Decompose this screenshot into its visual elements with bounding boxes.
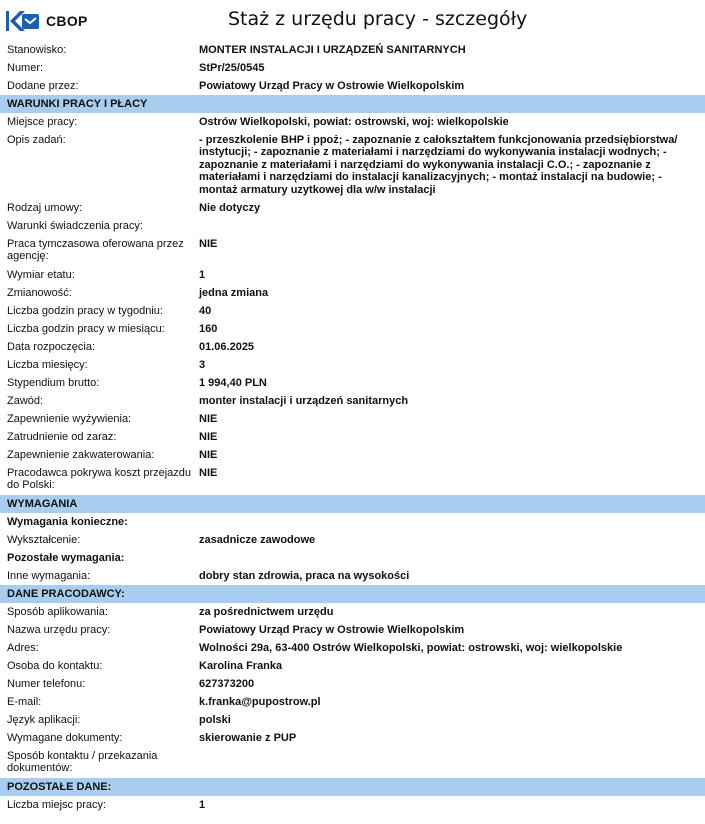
detail-label: Liczba miesięcy: xyxy=(7,358,88,371)
detail-label: Dodane przez: xyxy=(7,79,79,92)
detail-value: NIE xyxy=(199,412,218,425)
detail-row-zatrudnienie-od-zaraz xyxy=(0,428,705,446)
detail-value: - przeszkolenie BHP i ppoż; - zapoznanie z całokształtem funkcjonowania przedsiębiorstwa/ instytucji; - zapoznanie z materiałami i narzędziami do wykonywania instalacji wodnych; - zapoznanie z materiałami i narzędziami do wykonywania instalacji C.O.; - zapoznanie z materiałami i narzędziami do instalacji kanalizacyjnych; - montaż instalacji na budowie; - montaż armatury uzytkowej dla w/w instalacji xyxy=(199,133,678,196)
detail-row-liczba-miejsc xyxy=(0,796,705,814)
detail-value: skierowanie z PUP xyxy=(199,731,297,744)
section-header-wymagania: WYMAGANIA xyxy=(0,495,705,513)
detail-label: Zapewnienie wyżywienia: xyxy=(7,412,132,425)
detail-label: Liczba godzin pracy w tygodniu: xyxy=(7,304,163,317)
detail-value: 40 xyxy=(199,304,212,317)
detail-label: Wymagane dokumenty: xyxy=(7,731,123,744)
detail-row-data-rozpoczecia xyxy=(0,338,705,356)
detail-value: Karolina Franka xyxy=(199,659,283,672)
detail-value: NIE xyxy=(199,430,218,443)
section-header-pracodawca: DANE PRACODAWCY: xyxy=(0,585,705,603)
detail-value: 1 994,40 PLN xyxy=(199,376,267,389)
detail-label: Adres: xyxy=(7,641,39,654)
detail-value: NIE xyxy=(199,237,218,250)
detail-label: Stypendium brutto: xyxy=(7,376,100,389)
detail-label: Miejsce pracy: xyxy=(7,115,78,128)
detail-row-godziny-tydzien xyxy=(0,302,705,320)
page-header xyxy=(0,0,705,40)
detail-value: k.franka@pupostrow.pl xyxy=(199,695,321,708)
detail-row-koszt-przejazdu xyxy=(0,464,705,495)
section-header-warunki: WARUNKI PRACY I PŁACY xyxy=(0,95,705,113)
detail-label: Stanowisko: xyxy=(7,43,67,56)
detail-value xyxy=(199,747,698,750)
detail-value: StPr/25/0545 xyxy=(199,61,265,74)
detail-row-sposob-kontaktu xyxy=(0,747,705,778)
detail-label: Liczba godzin pracy w miesiącu: xyxy=(7,322,165,335)
detail-row-warunki-swiadczenia xyxy=(0,217,705,235)
detail-value: NIE xyxy=(199,448,218,461)
detail-row-liczba-miesiecy xyxy=(0,356,705,374)
detail-row-stanowisko xyxy=(0,41,705,59)
subheading-wymagania-konieczne: Wymagania konieczne: xyxy=(7,516,128,528)
detail-label: Data rozpoczęcia: xyxy=(7,340,96,353)
cbop-logo[interactable] xyxy=(6,9,88,33)
detail-value: 1 xyxy=(199,798,206,811)
subheading-pozostale-wymagania: Pozostałe wymagania: xyxy=(7,552,125,564)
detail-value: 01.06.2025 xyxy=(199,340,255,353)
detail-row-zakwaterowanie xyxy=(0,446,705,464)
detail-row-godziny-miesiac xyxy=(0,320,705,338)
detail-label: E-mail: xyxy=(7,695,42,708)
detail-label: Zawód: xyxy=(7,394,44,407)
detail-value: polski xyxy=(199,713,231,726)
detail-row-sposob-aplikowania xyxy=(0,603,705,621)
detail-value: 627373200 xyxy=(199,677,255,690)
detail-row-email xyxy=(0,693,705,711)
section-header-pozostale: POZOSTAŁE DANE: xyxy=(0,778,705,796)
detail-label: Warunki świadczenia pracy: xyxy=(7,219,143,232)
detail-label: Liczba miejsc pracy: xyxy=(7,798,107,811)
detail-label: Sposób kontaktu / przekazania dokumentów: xyxy=(7,749,158,774)
detail-value: Powiatowy Urząd Pracy w Ostrowie Wielkopolskim xyxy=(199,79,465,92)
detail-label: Zmianowość: xyxy=(7,286,72,299)
detail-value: monter instalacji i urządzeń sanitarnych xyxy=(199,394,409,407)
detail-label: Numer telefonu: xyxy=(7,677,86,690)
detail-value: 1 xyxy=(199,268,206,281)
detail-value: Powiatowy Urząd Pracy w Ostrowie Wielkopolskim xyxy=(199,623,465,636)
detail-label: Nazwa urzędu pracy: xyxy=(7,623,111,636)
detail-label: Numer: xyxy=(7,61,44,74)
detail-row-numer xyxy=(0,59,705,77)
detail-label: Osoba do kontaktu: xyxy=(7,659,103,672)
detail-row-praca-tymczasowa xyxy=(0,235,705,266)
detail-value: 3 xyxy=(199,358,206,371)
detail-label: Sposób aplikowania: xyxy=(7,605,108,618)
detail-label: Praca tymczasowa oferowana przez agencję: xyxy=(7,237,184,262)
detail-row-nazwa-urzedu xyxy=(0,621,705,639)
detail-label: Zatrudnienie od zaraz: xyxy=(7,430,117,443)
detail-label: Język aplikacji: xyxy=(7,713,81,726)
detail-row-opis-zadan xyxy=(0,131,705,199)
detail-row-telefon xyxy=(0,675,705,693)
detail-label: Opis zadań: xyxy=(7,133,66,146)
detail-value: Ostrów Wielkopolski, powiat: ostrowski, woj: wielkopolskie xyxy=(199,115,509,128)
detail-row-stypendium xyxy=(0,374,705,392)
cbop-logo-icon xyxy=(6,10,40,32)
detail-label: Rodzaj umowy: xyxy=(7,201,83,214)
detail-value xyxy=(199,217,698,220)
detail-label: Wykształcenie: xyxy=(7,533,81,546)
detail-value: dobry stan zdrowia, praca na wysokości xyxy=(199,569,410,582)
page-title: Staż z urzędu pracy - szczegóły xyxy=(228,8,528,30)
detail-row-wyksztalcenie xyxy=(0,531,705,549)
detail-value: Nie dotyczy xyxy=(199,201,261,214)
detail-row-zmianowosc xyxy=(0,284,705,302)
detail-row-jezyk xyxy=(0,711,705,729)
detail-value: za pośrednictwem urzędu xyxy=(199,605,334,618)
detail-value: MONTER INSTALACJI I URZĄDZEŃ SANITARNYCH xyxy=(199,43,466,56)
detail-value: 160 xyxy=(199,322,218,335)
detail-row-wymiar-etatu xyxy=(0,266,705,284)
detail-value: NIE xyxy=(199,466,218,479)
detail-value: Wolności 29a, 63-400 Ostrów Wielkopolski, powiat: ostrowski, woj: wielkopolskie xyxy=(199,641,623,654)
detail-label: Inne wymagania: xyxy=(7,569,91,582)
detail-row-dodane-przez xyxy=(0,77,705,95)
detail-row-wyzywienie xyxy=(0,410,705,428)
logo-text: CBOP xyxy=(46,13,88,29)
detail-label: Pracodawca pokrywa koszt przejazdu do Polski: xyxy=(7,466,192,491)
detail-value: jedna zmiana xyxy=(199,286,269,299)
detail-value: zasadnicze zawodowe xyxy=(199,533,316,546)
detail-row-rodzaj-umowy xyxy=(0,199,705,217)
detail-row-zawod xyxy=(0,392,705,410)
detail-row-adres xyxy=(0,639,705,657)
detail-row-osoba-kontakt xyxy=(0,657,705,675)
offer-details xyxy=(0,41,705,814)
detail-row-inne-wymagania xyxy=(0,567,705,585)
detail-label: Zapewnienie zakwaterowania: xyxy=(7,448,155,461)
detail-label: Wymiar etatu: xyxy=(7,268,75,281)
detail-row-dokumenty xyxy=(0,729,705,747)
detail-row-miejsce-pracy xyxy=(0,113,705,131)
